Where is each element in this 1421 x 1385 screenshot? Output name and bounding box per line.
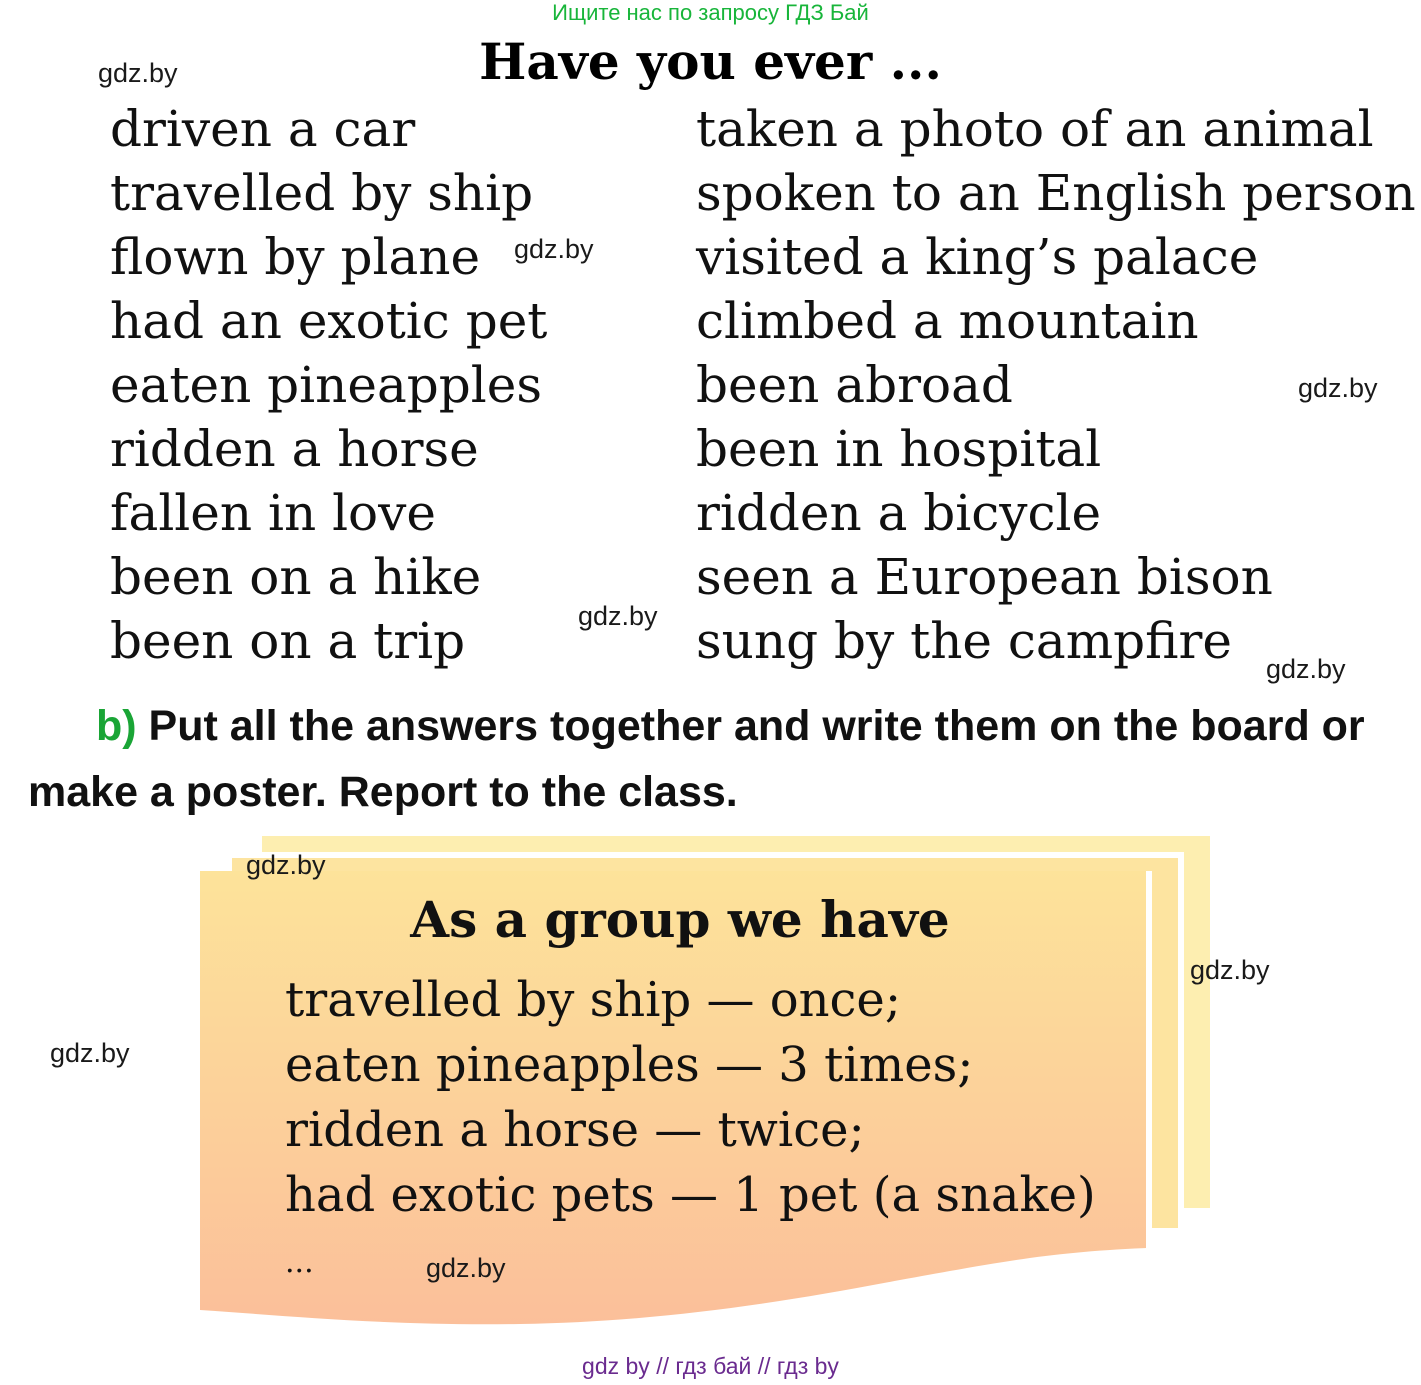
- phrase-item: been abroad: [696, 356, 1013, 414]
- watermark: gdz.by: [1266, 654, 1346, 684]
- left-phrase-column: [110, 97, 547, 673]
- phrase-item: been in hospital: [696, 420, 1102, 478]
- phrase-item: driven a car: [110, 100, 416, 158]
- phrase-item: been on a trip: [110, 612, 466, 670]
- poster-lines: [285, 968, 1096, 1228]
- poster-line: eaten pineapples — 3 times;: [285, 1037, 974, 1093]
- poster-line: ridden a horse — twice;: [285, 1102, 865, 1158]
- phrase-item: taken a photo of an animal: [696, 100, 1374, 158]
- footer-links[interactable]: gdz by // гдз бай // гдз by: [582, 1353, 839, 1379]
- phrase-item: visited a king’s palace: [696, 228, 1259, 286]
- phrase-item: seen a European bison: [696, 548, 1273, 606]
- watermark: gdz.by: [1190, 955, 1270, 985]
- heading: Have you ever ...: [479, 32, 942, 91]
- phrase-item: eaten pineapples: [110, 356, 543, 414]
- watermark: gdz.by: [426, 1253, 506, 1283]
- poster-title: As a group we have: [410, 890, 950, 949]
- watermark: gdz.by: [578, 601, 658, 631]
- poster-line: had exotic pets — 1 pet (a snake): [285, 1167, 1096, 1223]
- poster-ellipsis: ...: [285, 1245, 314, 1280]
- phrase-item: ridden a bicycle: [696, 484, 1102, 542]
- phrase-item: flown by plane: [110, 228, 481, 286]
- phrase-item: ridden a horse: [110, 420, 479, 478]
- phrase-item: had an exotic pet: [110, 292, 548, 350]
- watermark: gdz.by: [1298, 373, 1378, 403]
- phrase-item: sung by the campfire: [696, 612, 1232, 670]
- watermark: gdz.by: [514, 234, 594, 264]
- watermark: gdz.by: [50, 1038, 130, 1068]
- phrase-item: fallen in love: [110, 484, 437, 542]
- task-b-instruction: [28, 693, 1398, 825]
- top-banner[interactable]: Ищите нас по запросу ГДЗ Бай: [552, 0, 869, 25]
- watermark: gdz.by: [246, 850, 326, 880]
- task-text: Put all the answers together and write them on the board or make a poster. Report to the class.: [28, 702, 1365, 816]
- phrase-item: travelled by ship: [110, 164, 534, 222]
- phrase-item: been on a hike: [110, 548, 482, 606]
- task-letter: b): [96, 702, 137, 750]
- phrase-item: spoken to an English person: [696, 164, 1416, 222]
- watermark: gdz.by: [98, 58, 178, 88]
- phrase-item: climbed a mountain: [696, 292, 1199, 350]
- poster-line: travelled by ship — once;: [285, 972, 901, 1028]
